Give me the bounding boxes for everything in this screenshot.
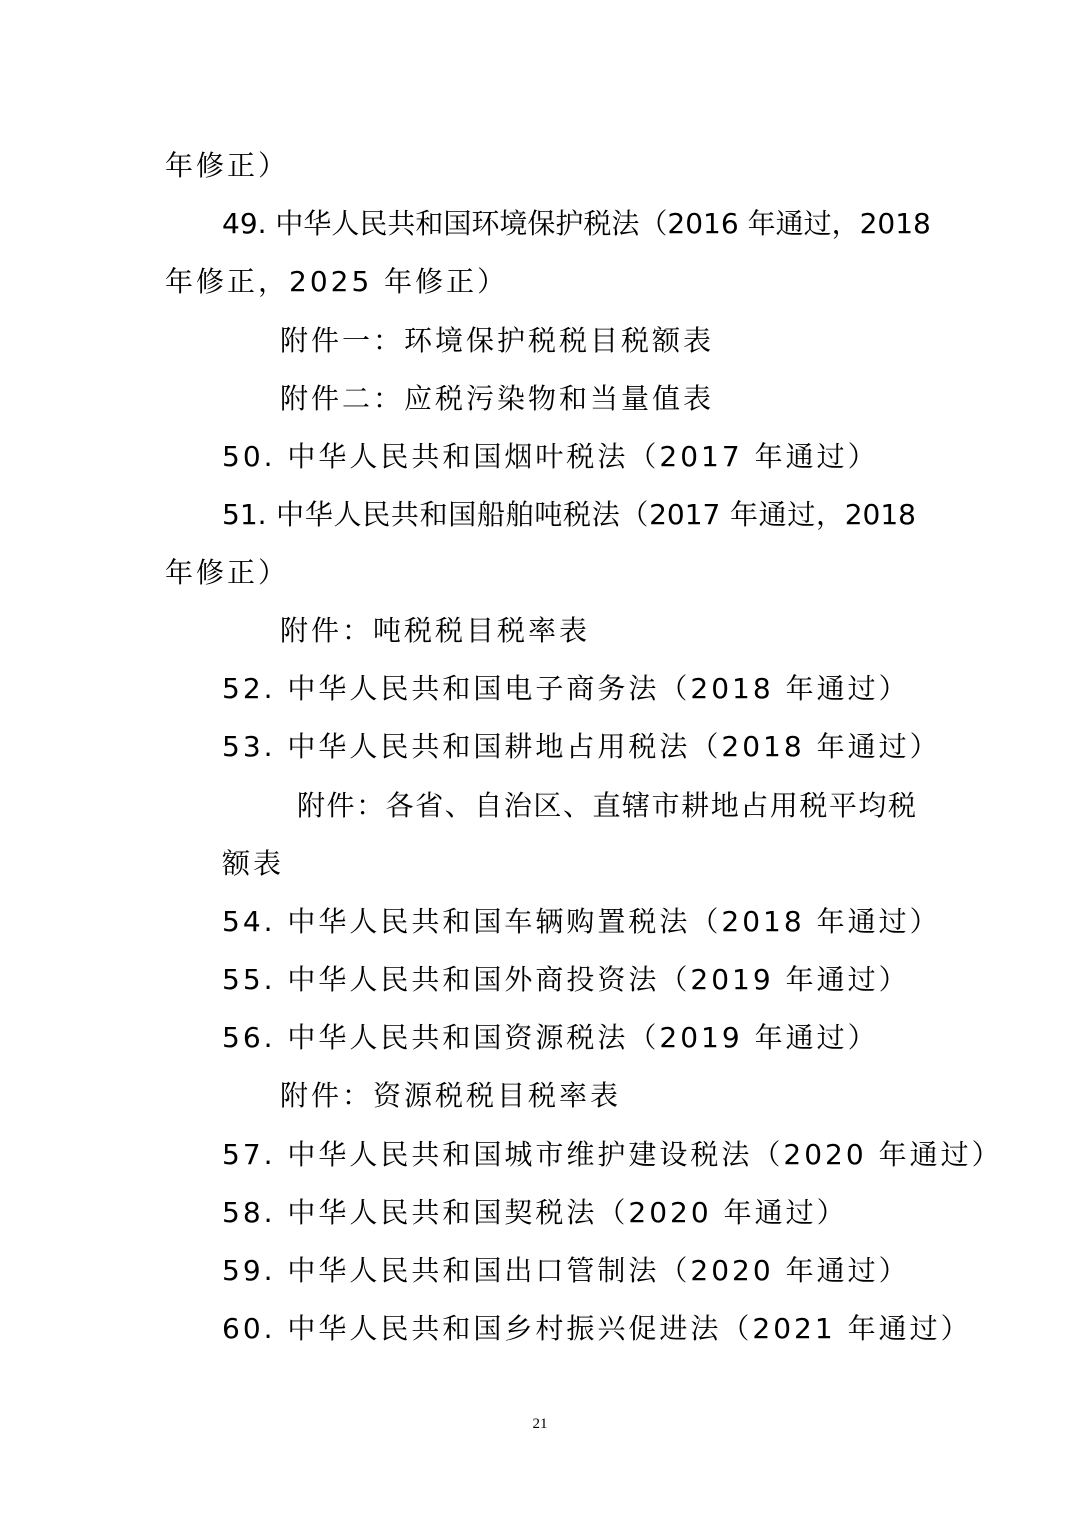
text-line: 年修正，2025 年修正） xyxy=(165,265,509,298)
text-line: 年修正） xyxy=(165,149,290,182)
list-item-54: 54. 中华人民共和国车辆购置税法（2018 年通过） xyxy=(222,905,941,938)
text-line: 年修正） xyxy=(165,556,290,589)
attachment-line: 附件：资源税税目税率表 xyxy=(280,1079,622,1112)
list-item-51: 51. 中华人民共和国船舶吨税法（2017 年通过，2018 xyxy=(222,498,916,531)
list-item-52: 52. 中华人民共和国电子商务法（2018 年通过） xyxy=(222,672,910,705)
list-item-55: 55. 中华人民共和国外商投资法（2019 年通过） xyxy=(222,963,910,996)
list-item-56: 56. 中华人民共和国资源税法（2019 年通过） xyxy=(222,1021,879,1054)
attachment-line: 附件：吨税税目税率表 xyxy=(280,614,591,647)
list-item-53: 53. 中华人民共和国耕地占用税法（2018 年通过） xyxy=(222,730,941,763)
list-item-60: 60. 中华人民共和国乡村振兴促进法（2021 年通过） xyxy=(222,1312,972,1345)
list-item-57: 57. 中华人民共和国城市维护建设税法（2020 年通过） xyxy=(222,1138,1003,1171)
text-line: 额表 xyxy=(222,847,285,880)
attachment-line: 附件一：环境保护税税目税额表 xyxy=(280,324,715,357)
list-item-59: 59. 中华人民共和国出口管制法（2020 年通过） xyxy=(222,1254,910,1287)
attachment-line: 附件：各省、自治区、直辖市耕地占用税平均税 xyxy=(297,789,916,822)
page-number: 21 xyxy=(532,1416,548,1432)
list-item-49: 49. 中华人民共和国环境保护税法（2016 年通过，2018 xyxy=(222,207,931,240)
list-item-58: 58. 中华人民共和国契税法（2020 年通过） xyxy=(222,1196,848,1229)
attachment-line: 附件二：应税污染物和当量值表 xyxy=(280,382,715,415)
list-item-50: 50. 中华人民共和国烟叶税法（2017 年通过） xyxy=(222,440,879,473)
